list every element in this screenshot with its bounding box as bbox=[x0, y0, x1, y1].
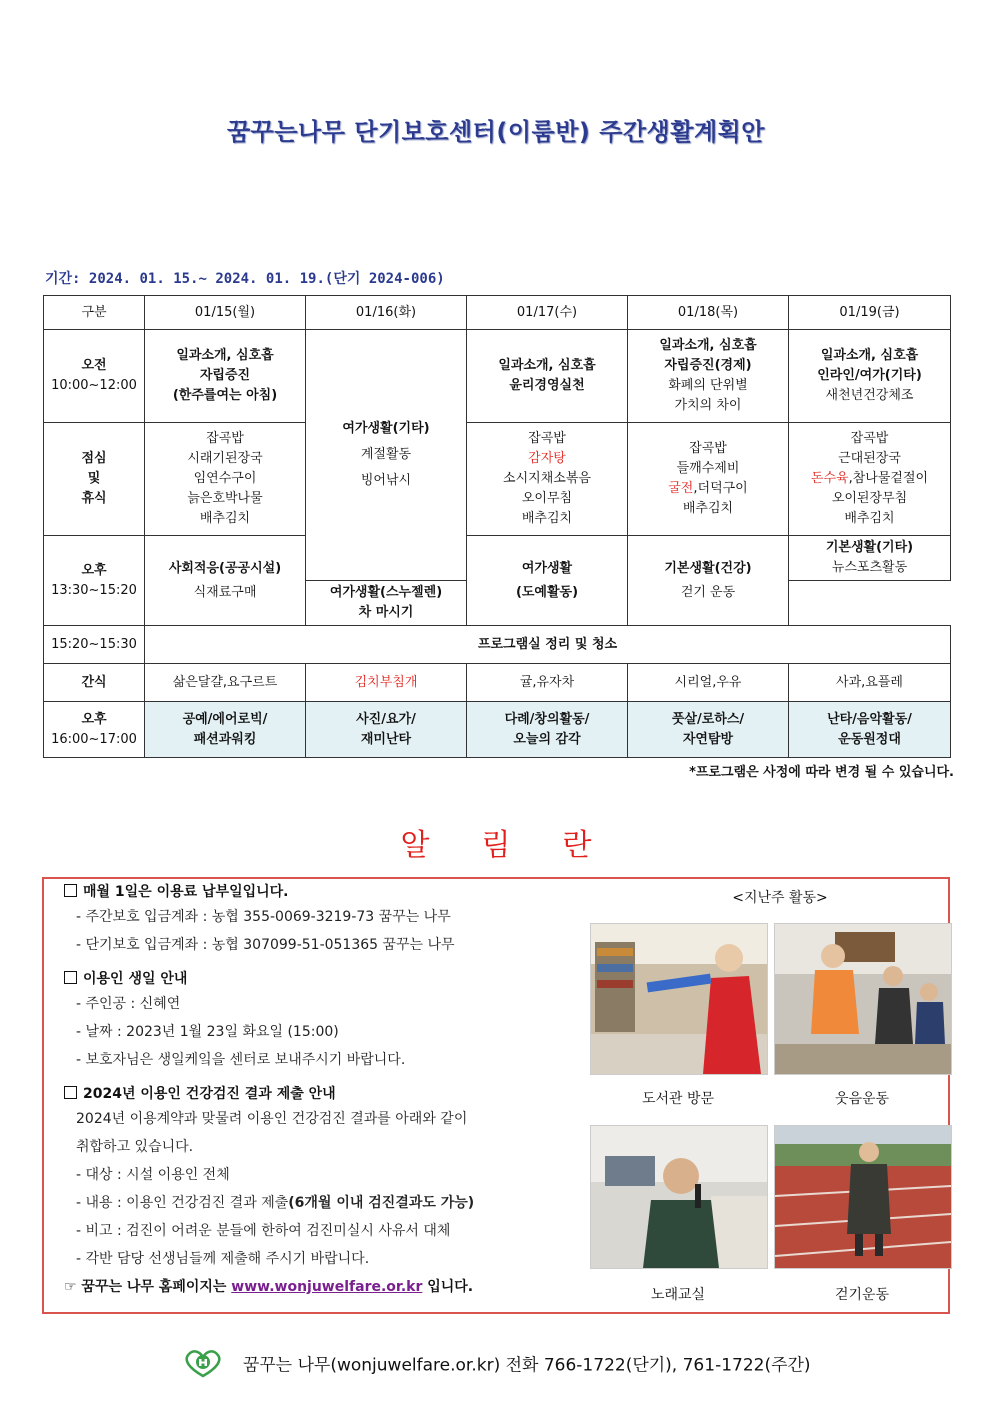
header-row bbox=[44, 296, 951, 330]
activity-line: 일과소개, 심호흡 bbox=[498, 358, 596, 373]
notice-text: - 내용 : 이용인 건강검진 결과 제출 bbox=[76, 1195, 289, 1211]
day-header: 01/16(화) bbox=[306, 296, 467, 330]
class-line: 자연탐방 bbox=[682, 731, 734, 747]
activity-line: 뉴스포츠활동 bbox=[831, 560, 908, 575]
notice-box bbox=[42, 877, 950, 1314]
notice-emphasis: (6개월 이내 검진결과도 가능) bbox=[288, 1195, 475, 1211]
class-cell bbox=[628, 702, 789, 758]
activity-line: 여가생활(스누젤렌) bbox=[329, 585, 443, 600]
photo-walking-exercise bbox=[774, 1125, 952, 1269]
notice-heading-text: 매월 1일은 이용료 납부일입니다. bbox=[83, 884, 289, 900]
cell-thu-lunch bbox=[628, 423, 789, 536]
footer-text: 꿈꾸는 나무(wonjuwelfare.or.kr) 전화 766-1722(단기), 761-1722(주간) bbox=[242, 1355, 811, 1376]
class-line: 운동원정대 bbox=[838, 731, 901, 747]
activity-line: 계절활동 bbox=[360, 447, 412, 462]
notice-heading-birthday bbox=[64, 968, 584, 990]
row-label-morning bbox=[44, 330, 145, 423]
label-text: 휴식 bbox=[81, 491, 107, 506]
notice-heading-text: 이용인 생일 안내 bbox=[83, 971, 188, 987]
schedule-note: *프로그램은 사정에 따라 변경 될 수 있습니다. bbox=[689, 765, 954, 780]
snack-cell: 귤,유자차 bbox=[467, 664, 628, 702]
menu-item: 잡곡밥 bbox=[850, 431, 889, 446]
checkbox-icon bbox=[64, 971, 77, 984]
menu-item: 임연수구이 bbox=[193, 471, 257, 486]
weekly-schedule-table bbox=[43, 295, 951, 758]
menu-item-special: 감자탕 bbox=[528, 451, 566, 466]
footer bbox=[0, 1348, 992, 1383]
homepage-text: 입니다. bbox=[427, 1279, 474, 1295]
photo-caption: 웃음운동 bbox=[834, 1091, 890, 1107]
snack-cell: 삶은달걀,요구르트 bbox=[145, 664, 306, 702]
afternoon-row-top bbox=[44, 536, 951, 581]
snack-row bbox=[44, 664, 951, 702]
menu-item: 들깨수제비 bbox=[676, 461, 740, 476]
row-label-snack: 간식 bbox=[44, 664, 145, 702]
photo-singing-image bbox=[591, 1126, 767, 1268]
activity-line: 차 마시기 bbox=[358, 605, 414, 620]
cell-mon-am bbox=[145, 330, 306, 423]
cell-mon-lunch bbox=[145, 423, 306, 536]
photo-laughter-image bbox=[775, 924, 951, 1074]
activity-line: 걷기 운동 bbox=[680, 584, 736, 600]
cell-fri-pm-top bbox=[789, 536, 951, 581]
cell-fri-lunch bbox=[789, 423, 951, 536]
row-label-cleanup: 15:20~15:30 bbox=[44, 626, 145, 664]
menu-item: 배추김치 bbox=[521, 511, 573, 526]
photo-caption: 노래교실 bbox=[650, 1287, 706, 1303]
snack-cell: 사과,요플레 bbox=[789, 664, 951, 702]
cell-thu-pm bbox=[628, 536, 789, 626]
snack-cell: 김치부침개 bbox=[306, 664, 467, 702]
activity-line: 여가생활(기타) bbox=[342, 421, 430, 436]
day-header: 01/17(수) bbox=[467, 296, 628, 330]
photo-singing-class bbox=[590, 1125, 768, 1269]
menu-item: 오이무침 bbox=[521, 491, 573, 506]
activity-line: 화폐의 단위별 bbox=[668, 378, 748, 393]
activity-line: 윤리경영실천 bbox=[509, 378, 585, 393]
corner-cell: 구분 bbox=[44, 296, 145, 330]
notice-list bbox=[64, 879, 584, 1301]
label-text: 오전 bbox=[81, 358, 107, 373]
photo-library-visit bbox=[590, 923, 768, 1075]
cell-thu-am bbox=[628, 330, 789, 423]
page-title: 꿈꾸는나무 단기보호센터(이룸반) 주간생활계획안 bbox=[226, 118, 765, 146]
day-header: 01/18(목) bbox=[628, 296, 789, 330]
notice-line: 취합하고 있습니다. bbox=[76, 1139, 194, 1155]
menu-item: 배추김치 bbox=[199, 511, 251, 526]
cell-fri-pm-bottom bbox=[306, 581, 467, 626]
menu-item: 잡곡밥 bbox=[206, 431, 244, 446]
notice-heading-health bbox=[64, 1083, 584, 1105]
photos-title: <지난주 활동> bbox=[732, 890, 828, 906]
checkbox-icon bbox=[64, 884, 77, 897]
notice-line: - 비고 : 검진이 어려운 분들에 한하여 검진미실시 사유서 대체 bbox=[76, 1223, 451, 1239]
cleanup-row bbox=[44, 626, 951, 664]
menu-item: 시래기된장국 bbox=[187, 451, 263, 466]
menu-item: 잡곡밥 bbox=[689, 441, 727, 456]
day-header: 01/19(금) bbox=[789, 296, 951, 330]
photo-laughter-exercise bbox=[774, 923, 952, 1075]
cell-wed-am bbox=[467, 330, 628, 423]
class-line: 풋살/로하스/ bbox=[671, 711, 745, 727]
menu-item: 배추김치 bbox=[682, 501, 734, 516]
notice-line: - 날짜 : 2023년 1월 23일 화요일 (15:00) bbox=[76, 1024, 339, 1040]
notice-heading-text: 2024년 이용인 건강검진 결과 제출 안내 bbox=[83, 1086, 336, 1102]
cell-tue-merged bbox=[306, 330, 467, 581]
photo-walking-image bbox=[775, 1126, 951, 1268]
activity-line: 기본생활(기타) bbox=[825, 540, 914, 555]
photo-caption: 도서관 방문 bbox=[641, 1091, 715, 1107]
menu-item: 배추김치 bbox=[844, 511, 895, 526]
class-line: 오늘의 감각 bbox=[513, 731, 581, 747]
activity-line: 식재료구매 bbox=[193, 584, 257, 600]
class-cell bbox=[789, 702, 951, 758]
row-label-late bbox=[44, 702, 145, 758]
cleanup-cell: 프로그램실 정리 및 청소 bbox=[145, 626, 951, 664]
menu-line bbox=[630, 479, 786, 499]
menu-item: ,더덕구이 bbox=[693, 481, 748, 496]
class-cell bbox=[467, 702, 628, 758]
label-text: 오후 bbox=[81, 711, 107, 727]
menu-item-special: 돈수육 bbox=[810, 471, 849, 486]
photo-library-image bbox=[591, 924, 767, 1074]
morning-row bbox=[44, 330, 951, 423]
activity-line: (한주를여는 아침) bbox=[172, 388, 278, 403]
class-cell bbox=[306, 702, 467, 758]
activity-line: 가치의 차이 bbox=[674, 398, 742, 413]
notice-heading: 알림란 bbox=[400, 828, 644, 863]
homepage-text: ☞ 꿈꾸는 나무 홈페이지는 bbox=[64, 1279, 227, 1295]
activity-line: 인라인/여가(기타) bbox=[817, 368, 922, 383]
activity-line: 기본생활(건강) bbox=[664, 560, 752, 576]
activity-line: 빙어낚시 bbox=[360, 473, 412, 488]
label-text: 점심 bbox=[81, 451, 107, 466]
label-text: 오후 bbox=[81, 562, 107, 578]
activity-line: 자립증진(경제) bbox=[664, 358, 752, 373]
cell-mon-pm bbox=[145, 536, 306, 626]
activity-line: 자립증진 bbox=[199, 368, 251, 383]
activity-line: 사회적응(공공시설) bbox=[168, 560, 282, 576]
activity-line: 새천년건강체조 bbox=[825, 388, 914, 403]
notice-line: - 주인공 : 신혜연 bbox=[76, 996, 181, 1012]
photo-caption: 걷기운동 bbox=[834, 1287, 890, 1303]
class-line: 사진/요가/ bbox=[356, 711, 416, 727]
cell-wed-lunch bbox=[467, 423, 628, 536]
menu-line bbox=[791, 469, 948, 489]
class-line: 패션과워킹 bbox=[193, 731, 257, 747]
notice-line: - 단기보호 입금계좌 : 농협 307099-51-051365 꿈꾸는 나무 bbox=[76, 937, 455, 953]
cell-fri-am bbox=[789, 330, 951, 423]
label-time: 13:30~15:20 bbox=[51, 582, 137, 598]
notice-line bbox=[64, 1189, 584, 1217]
notice-line: - 대상 : 시설 이용인 전체 bbox=[76, 1167, 230, 1183]
menu-item: 늙은호박나물 bbox=[187, 491, 263, 506]
homepage-line bbox=[64, 1273, 584, 1301]
notice-heading-fee bbox=[64, 881, 584, 903]
class-line: 난타/음악활동/ bbox=[827, 711, 912, 727]
day-header: 01/15(월) bbox=[145, 296, 306, 330]
activity-line: 일과소개, 심호흡 bbox=[176, 348, 274, 363]
notice-line: - 각반 담당 선생님들께 제출해 주시기 바랍니다. bbox=[76, 1251, 370, 1267]
notice-line: - 보호자님은 생일케잌을 센터로 보내주시기 바랍니다. bbox=[76, 1052, 406, 1068]
menu-item: 근대된장국 bbox=[838, 451, 901, 466]
snack-cell: 시리얼,우유 bbox=[628, 664, 789, 702]
class-line: 다례/창의활동/ bbox=[504, 711, 590, 727]
late-afternoon-row bbox=[44, 702, 951, 758]
period-label: 기간: 2024. 01. 15.~ 2024. 01. 19.(단기 2024-006) bbox=[45, 271, 445, 287]
class-cell bbox=[145, 702, 306, 758]
menu-item-special: 굴전 bbox=[668, 481, 694, 496]
menu-item: 오이된장무침 bbox=[831, 491, 908, 506]
cell-wed-pm bbox=[467, 536, 628, 626]
activity-line: (도예활동) bbox=[515, 584, 579, 600]
lunch-row bbox=[44, 423, 951, 536]
menu-item: ,참나물겉절이 bbox=[848, 471, 929, 486]
label-text: 및 bbox=[87, 471, 101, 486]
homepage-link[interactable]: www.wonjuwelfare.or.kr bbox=[231, 1279, 423, 1295]
class-line: 재미난타 bbox=[360, 731, 412, 747]
row-label-lunch bbox=[44, 423, 145, 536]
activity-line: 일과소개, 심호흡 bbox=[659, 338, 757, 353]
tree-logo-icon bbox=[181, 1348, 225, 1383]
notice-line: 2024년 이용계약과 맞물려 이용인 건강검진 결과를 아래와 같이 bbox=[76, 1111, 468, 1127]
row-label-afternoon bbox=[44, 536, 145, 626]
class-line: 공예/에어로빅/ bbox=[182, 711, 268, 727]
label-time: 16:00~17:00 bbox=[51, 731, 137, 747]
menu-item: 소시지채소볶음 bbox=[503, 471, 591, 486]
activity-line: 여가생활 bbox=[521, 560, 573, 576]
checkbox-icon bbox=[64, 1086, 77, 1099]
notice-line: - 주간보호 입금계좌 : 농협 355-0069-3219-73 꿈꾸는 나무 bbox=[76, 909, 451, 925]
activity-line: 일과소개, 심호흡 bbox=[820, 348, 919, 363]
menu-item: 잡곡밥 bbox=[528, 431, 566, 446]
label-time: 10:00~12:00 bbox=[51, 378, 137, 393]
